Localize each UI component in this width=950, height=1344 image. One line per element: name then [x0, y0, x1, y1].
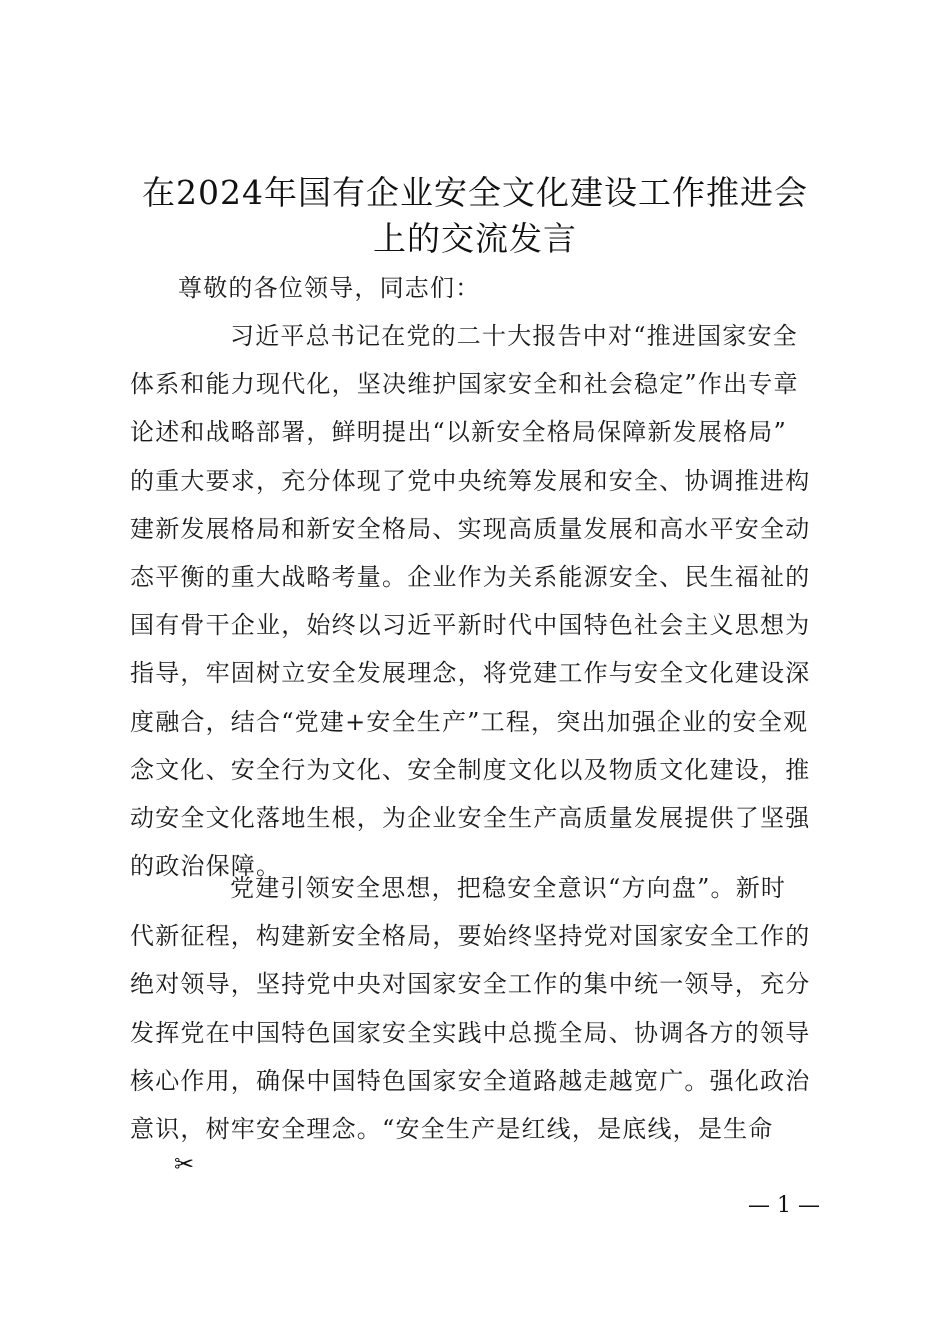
- paragraph-line: 发挥党在中国特色国家安全实践中总揽全局、协调各方的领导: [130, 1018, 811, 1047]
- paragraph-line: 态平衡的重大战略考量。企业作为关系能源安全、民生福祉的: [130, 562, 811, 591]
- paragraph-line: 绝对领导，坚持党中央对国家安全工作的集中统一领导，充分: [130, 970, 811, 999]
- paragraph-line: 建新发展格局和新安全格局、实现高质量发展和高水平安全动: [130, 514, 811, 543]
- salutation-text: 尊敬的各位领导，同志们：: [178, 274, 481, 302]
- paragraph-line: 论述和战略部署，鲜明提出“以新安全格局保障新发展格局”: [130, 418, 787, 447]
- page-number: — 1 —: [748, 1193, 820, 1218]
- paragraph-line: 的政治保障。: [130, 852, 282, 881]
- paragraph-line: 意识，树牢安全理念。“安全生产是红线，是底线，是生命: [130, 1114, 774, 1143]
- paragraph-line: 指导，牢固树立安全发展理念，将党建工作与安全文化建设深: [130, 659, 811, 688]
- paragraph-line: 度融合，结合“党建+安全生产”工程，突出加强企业的安全观: [130, 707, 809, 736]
- paragraph-line: 念文化、安全行为文化、安全制度文化以及物质文化建设，推: [130, 755, 811, 784]
- paragraph-line: 动安全文化落地生根，为企业安全生产高质量发展提供了坚强: [130, 803, 811, 832]
- paragraph-line: 习近平总书记在党的二十大报告中对“推进国家安全: [230, 322, 798, 350]
- paragraph-line: 代新征程，构建新安全格局，要始终坚持党对国家安全工作的: [130, 922, 811, 951]
- paragraph-line: 核心作用，确保中国特色国家安全道路越走越宽广。强化政治: [130, 1066, 811, 1095]
- salutation: [130, 264, 868, 312]
- title-line-1: 在2024年国有企业安全文化建设工作推进会: [142, 173, 808, 212]
- paragraph-2: [130, 864, 820, 1153]
- paragraph-1: [130, 312, 820, 890]
- scissors-icon: ✂: [174, 1150, 195, 1178]
- paragraph-line: 党建引领安全思想，把稳安全意识“方向盘”。新时: [230, 874, 787, 902]
- paragraph-line: 国有骨干企业，始终以习近平新时代中国特色社会主义思想为: [130, 611, 811, 640]
- paragraph-line: 的重大要求，充分体现了党中央统筹发展和安全、协调推进构: [130, 466, 811, 495]
- paragraph-line: 体系和能力现代化，坚决维护国家安全和社会稳定”作出专章: [130, 370, 799, 399]
- title-line-2: 上的交流发言: [373, 219, 577, 258]
